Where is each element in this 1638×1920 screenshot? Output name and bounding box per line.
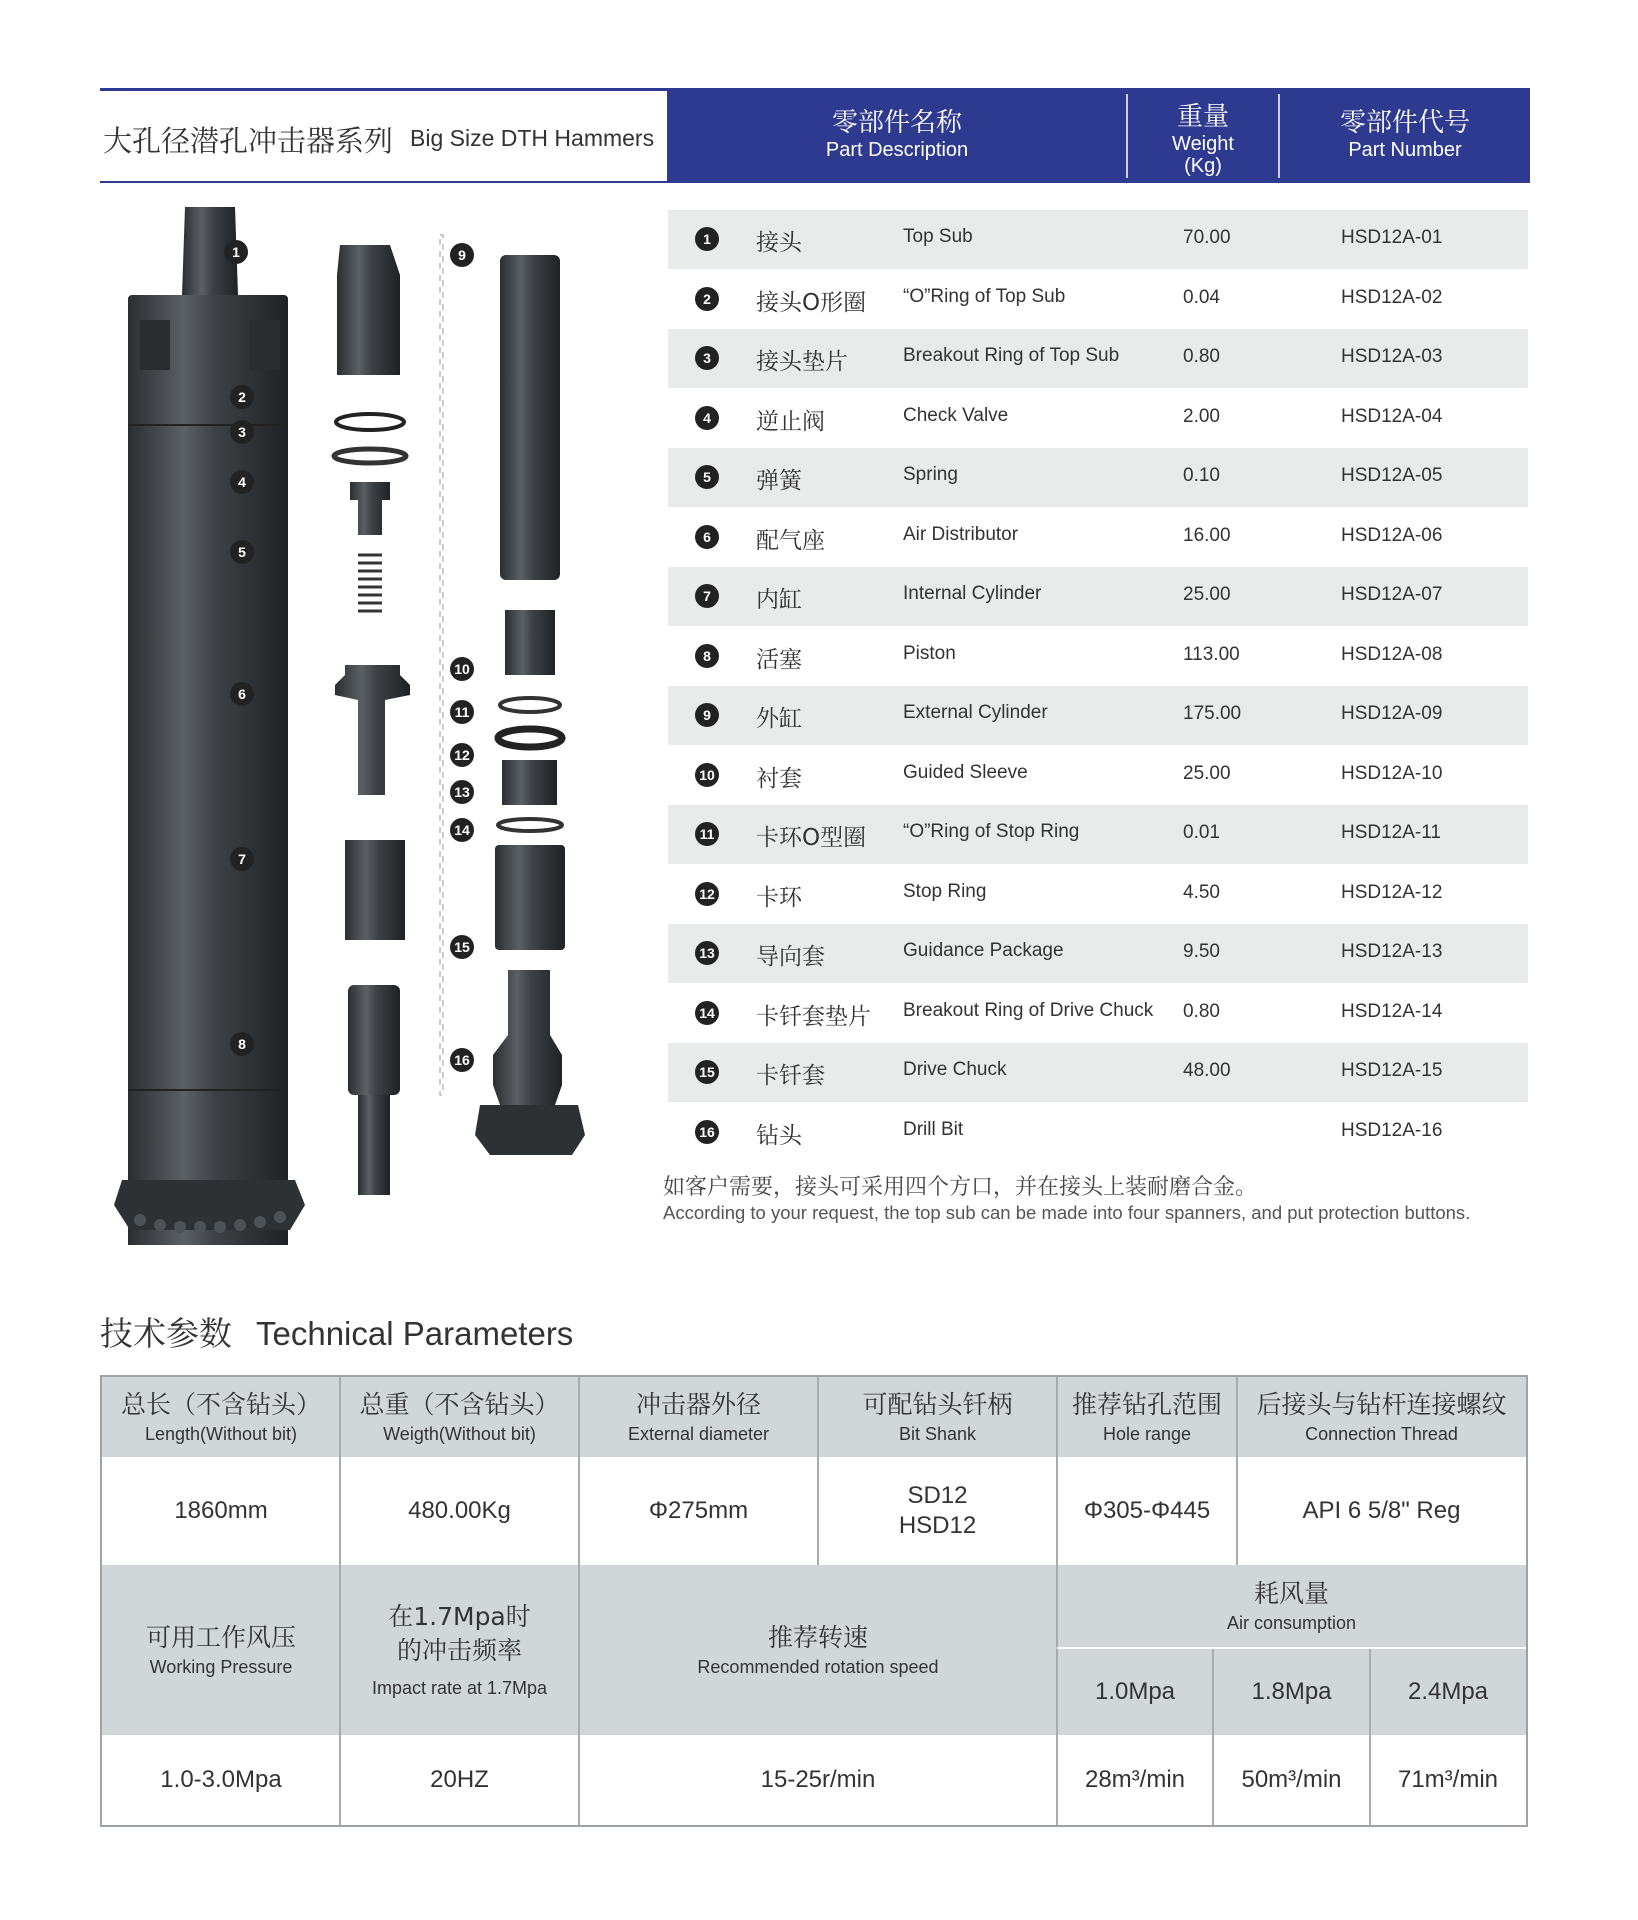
callout-8: 8 (230, 1032, 254, 1056)
th-length (102, 1377, 340, 1457)
callout-1: 1 (224, 240, 248, 264)
grid-line (1369, 1649, 1371, 1825)
part-name-en: Top Sub (903, 226, 973, 247)
th-hole-range (1057, 1377, 1237, 1457)
th-en: Impact rate at 1.7Mpa (371, 1678, 548, 1698)
th-pressure-3 (1370, 1649, 1526, 1735)
td-value: 15-25r/min (760, 1766, 876, 1793)
td-air-3 (1370, 1735, 1526, 1825)
td-connection-thread (1237, 1457, 1526, 1565)
callout-13: 13 (450, 780, 474, 804)
part-name-cn: 接头O形圈 (756, 290, 867, 316)
th-en: Hole range (1102, 1424, 1192, 1444)
th-air-consumption (1057, 1565, 1526, 1647)
th-cn: 推荐钻孔范围 (1071, 1390, 1222, 1419)
part-code: HSD12A-12 (1341, 882, 1443, 903)
part-name-cn: 配气座 (756, 528, 825, 554)
callout-3: 3 (230, 420, 254, 444)
part-number-badge: 11 (695, 822, 719, 846)
part-name-cn: 逆止阀 (756, 409, 825, 435)
part-name-cn: 卡环 (756, 885, 802, 911)
td-value: 480.00Kg (408, 1497, 511, 1524)
th-bit-shank (818, 1377, 1057, 1457)
part-number-badge: 3 (695, 346, 719, 370)
part-number-badge: 5 (695, 465, 719, 489)
td-impact-rate (340, 1735, 579, 1825)
part-row (668, 1043, 1528, 1102)
th-cn: 可用工作风压 (145, 1623, 296, 1652)
td-rotation-speed (579, 1735, 1057, 1825)
td-value: API 6 5/8" Reg (1302, 1497, 1461, 1524)
td-bit-shank (818, 1457, 1057, 1565)
part-row (668, 746, 1528, 805)
part-code: HSD12A-01 (1341, 227, 1443, 248)
th-en: Length(Without bit) (144, 1424, 298, 1444)
th-cn: 后接头与钻杆连接螺纹 (1256, 1390, 1507, 1419)
callout-2: 2 (230, 385, 254, 409)
th-cn: 在1.7Mpa时 (388, 1602, 531, 1631)
part-name-en: Spring (903, 464, 958, 485)
td-value: 1.8Mpa (1251, 1678, 1332, 1705)
callout-10: 10 (450, 657, 474, 681)
part-weight: 25.00 (1183, 584, 1231, 605)
part-row (668, 389, 1528, 448)
part-name-cn: 内缸 (756, 587, 802, 613)
col-part-description (667, 88, 1127, 183)
assembled-hammer (114, 207, 305, 1245)
callout-5: 5 (230, 540, 254, 564)
part-weight: 0.10 (1183, 465, 1220, 486)
part-name-cn: 钻头 (756, 1123, 802, 1149)
th-en: Weigth(Without bit) (383, 1424, 536, 1444)
part-name-en: Internal Cylinder (903, 583, 1042, 604)
grid-line (817, 1377, 819, 1565)
hammer-drawing (100, 195, 640, 1245)
part-number-badge: 8 (695, 644, 719, 668)
tech-params-title (100, 1308, 573, 1355)
part-code: HSD12A-04 (1341, 406, 1443, 427)
part-row (668, 448, 1528, 507)
series-title-en: Big Size DTH Hammers (410, 125, 655, 151)
part-name-cn: 卡环O型圈 (756, 825, 867, 851)
th-rotation-speed (579, 1565, 1057, 1735)
part-name-cn: 弹簧 (756, 468, 802, 494)
col-desc-cn: 零部件名称 (831, 108, 962, 138)
th-pressure-1 (1057, 1649, 1213, 1735)
parts-column-left (334, 245, 410, 1195)
part-name-en: “O”Ring of Stop Ring (903, 821, 1080, 842)
callout-15: 15 (450, 935, 474, 959)
part-weight: 113.00 (1183, 644, 1240, 665)
hammer-exploded-illustration (100, 195, 640, 1245)
part-code: HSD12A-13 (1341, 941, 1443, 962)
part-weight: 48.00 (1183, 1060, 1231, 1081)
part-name-en: Breakout Ring of Drive Chuck (903, 1000, 1154, 1021)
td-value: 50m³/min (1241, 1766, 1342, 1793)
part-name-en: Drill Bit (903, 1119, 964, 1140)
th-en: External diameter (627, 1424, 770, 1444)
part-name-en: Piston (903, 643, 956, 664)
part-code: HSD12A-16 (1341, 1120, 1443, 1141)
part-weight: 70.00 (1183, 227, 1231, 248)
part-weight: 25.00 (1183, 763, 1231, 784)
th-weight (340, 1377, 579, 1457)
parts-table-header (667, 88, 1530, 183)
td-length (102, 1457, 340, 1565)
col-weight (1128, 88, 1278, 183)
th-en: Recommended rotation speed (697, 1657, 939, 1677)
part-name-en: Breakout Ring of Top Sub (903, 345, 1120, 366)
part-name-en: Stop Ring (903, 881, 987, 902)
th-en: Bit Shank (898, 1424, 977, 1444)
callout-16: 16 (450, 1048, 474, 1072)
part-code: HSD12A-03 (1341, 346, 1443, 367)
th-cn: 推荐转速 (767, 1623, 868, 1652)
part-row (668, 984, 1528, 1043)
part-name-en: External Cylinder (903, 702, 1048, 723)
col-pn-en: Part Number (1348, 139, 1462, 161)
part-name-en: Drive Chuck (903, 1059, 1007, 1080)
th-cn: 总重（不含钻头） (359, 1390, 560, 1419)
part-row (668, 686, 1528, 745)
td-hole-range (1057, 1457, 1237, 1565)
part-row (668, 1103, 1528, 1162)
note-cn: 如客户需要，接头可采用四个方口，并在接头上装耐磨合金。 (663, 1175, 1258, 1200)
part-code: HSD12A-15 (1341, 1060, 1443, 1081)
th-diameter (579, 1377, 818, 1457)
td-value: 28m³/min (1084, 1766, 1186, 1793)
part-row (668, 329, 1528, 388)
grid-line (1056, 1377, 1058, 1825)
part-row (668, 805, 1528, 864)
td-air-2 (1213, 1735, 1370, 1825)
part-code: HSD12A-09 (1341, 703, 1443, 724)
tech-title-en: Technical Parameters (256, 1315, 574, 1352)
part-name-en: Check Valve (903, 405, 1009, 426)
part-row (668, 865, 1528, 924)
part-row (668, 567, 1528, 626)
col-weight-en: Weight (1172, 133, 1234, 155)
td-value: Φ275mm (648, 1497, 749, 1524)
part-name-en: “O”Ring of Top Sub (903, 286, 1066, 307)
callout-12: 12 (450, 743, 474, 767)
td-value: 1.0-3.0Mpa (160, 1766, 282, 1793)
callout-11: 11 (450, 700, 474, 724)
callout-4: 4 (230, 470, 254, 494)
part-name-cn: 活塞 (756, 647, 802, 673)
grid-line (1212, 1649, 1214, 1825)
part-name-cn: 外缸 (756, 706, 802, 732)
part-weight: 0.80 (1183, 346, 1220, 367)
part-code: HSD12A-02 (1341, 287, 1443, 308)
th-cn: 可配钻头钎柄 (862, 1390, 1013, 1419)
td-air-1 (1057, 1735, 1213, 1825)
part-name-cn: 卡钎套垫片 (756, 1004, 871, 1030)
part-name-cn: 导向套 (756, 944, 825, 970)
th-en: Connection Thread (1305, 1424, 1458, 1444)
grid-line (339, 1377, 341, 1825)
note-en: According to your request, the top sub can be made into four spanners, and put protection buttons. (663, 1202, 1471, 1223)
td-value: Φ305-Φ445 (1083, 1497, 1211, 1524)
part-row (668, 210, 1528, 269)
part-name-cn: 接头垫片 (756, 349, 848, 375)
part-code: HSD12A-07 (1341, 584, 1443, 605)
part-number-badge: 9 (695, 703, 719, 727)
col-weight-cn: 重量 (1176, 102, 1229, 132)
td-value: 2.4Mpa (1407, 1678, 1489, 1705)
th-impact-rate (340, 1565, 579, 1735)
part-number-badge: 15 (695, 1060, 719, 1084)
th-en: Working Pressure (149, 1657, 293, 1677)
callout-9: 9 (450, 243, 474, 267)
th-cn: 总长（不含钻头） (120, 1390, 321, 1419)
tech-params-table (100, 1375, 1528, 1827)
part-number-badge: 13 (695, 941, 719, 965)
td-value: 1860mm (174, 1497, 268, 1524)
part-code: HSD12A-06 (1341, 525, 1443, 546)
part-code: HSD12A-10 (1341, 763, 1443, 784)
part-weight: 16.00 (1183, 525, 1231, 546)
col-weight-unit: (Kg) (1184, 155, 1222, 177)
th-cn: 耗风量 (1253, 1579, 1329, 1608)
part-number-badge: 16 (695, 1120, 719, 1144)
part-weight: 4.50 (1183, 882, 1220, 903)
col-pn-cn: 零部件代号 (1339, 108, 1470, 138)
part-name-en: Air Distributor (903, 524, 1019, 545)
part-weight: 9.50 (1183, 941, 1220, 962)
part-number-badge: 1 (695, 227, 719, 251)
td-value: 20HZ (430, 1766, 489, 1793)
part-number-badge: 10 (695, 763, 719, 787)
part-weight: 175.00 (1183, 703, 1242, 724)
grid-line (1057, 1647, 1526, 1649)
section-header (100, 88, 667, 183)
th-cn: 冲击器外径 (635, 1390, 761, 1419)
callout-14: 14 (450, 818, 474, 842)
part-code: HSD12A-14 (1341, 1001, 1443, 1022)
part-name-cn: 衬套 (756, 766, 802, 792)
grid-line (1236, 1377, 1238, 1565)
th-connection-thread (1237, 1377, 1526, 1457)
th-cn: 的冲击频率 (396, 1636, 522, 1665)
part-code: HSD12A-08 (1341, 644, 1443, 665)
part-number-badge: 14 (695, 1001, 719, 1025)
callout-7: 7 (230, 847, 254, 871)
td-diameter (579, 1457, 818, 1565)
td-weight (340, 1457, 579, 1565)
td-value: 71m³/min (1397, 1766, 1499, 1793)
part-code: HSD12A-05 (1341, 465, 1443, 486)
part-weight: 2.00 (1183, 406, 1220, 427)
grid-line (578, 1377, 580, 1825)
td-value: SD12 (907, 1482, 968, 1509)
part-number-badge: 12 (695, 882, 719, 906)
part-row (668, 924, 1528, 983)
callout-6: 6 (230, 682, 254, 706)
td-value: 1.0Mpa (1094, 1678, 1176, 1705)
td-value: HSD12 (898, 1512, 977, 1539)
part-weight: 0.80 (1183, 1001, 1220, 1022)
part-name-cn: 接头 (756, 230, 802, 256)
series-title-cn: 大孔径潜孔冲击器系列 (103, 124, 394, 158)
part-weight: 0.01 (1183, 822, 1220, 843)
tech-title-cn: 技术参数 (100, 1314, 232, 1353)
part-number-badge: 6 (695, 525, 719, 549)
col-part-number (1280, 88, 1530, 183)
part-code: HSD12A-11 (1341, 822, 1441, 843)
part-row (668, 270, 1528, 329)
th-pressure-2 (1213, 1649, 1370, 1735)
td-working-pressure (102, 1735, 340, 1825)
part-name-en: Guidance Package (903, 940, 1064, 961)
th-working-pressure (102, 1565, 340, 1735)
part-number-badge: 4 (695, 406, 719, 430)
th-en: Air consumption (1226, 1613, 1357, 1633)
part-number-badge: 2 (695, 287, 719, 311)
part-row (668, 627, 1528, 686)
col-desc-en: Part Description (825, 139, 969, 161)
part-name-cn: 卡钎套 (756, 1063, 825, 1089)
part-weight: 0.04 (1183, 287, 1220, 308)
part-row (668, 508, 1528, 567)
part-name-en: Guided Sleeve (903, 762, 1028, 783)
part-number-badge: 7 (695, 584, 719, 608)
